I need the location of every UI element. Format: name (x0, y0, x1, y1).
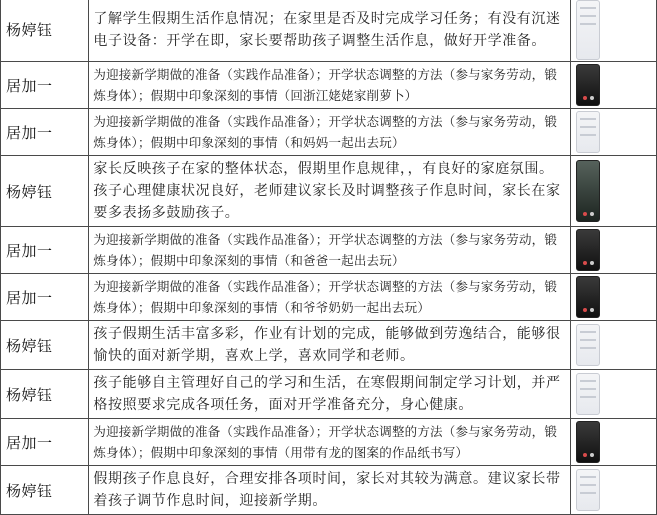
table-row (1, 370, 657, 419)
row-note-cell[interactable]: 孩子能够自主管理好自己的学习和生活，在寒假期间制定学习计划，并严格按照要求完成各项任务，面对开学准备充分，身心健康。 (89, 370, 570, 419)
phone-screenshot-thumbnail[interactable] (576, 0, 600, 60)
table-row (1, 0, 657, 62)
row-note-cell[interactable]: 假期孩子作息良好，合理安排各项时间，家长对其较为满意。建议家长带着孩子调节作息时间，迎接新学期。 (89, 466, 570, 515)
row-screenshot-cell[interactable] (576, 0, 656, 62)
row-screenshot-cell[interactable] (576, 156, 656, 227)
thumbnail-text-line (580, 126, 596, 128)
thumbnail-text-line (580, 492, 596, 494)
thumbnail-text-line (580, 118, 596, 120)
phone-screenshot-thumbnail[interactable] (576, 64, 600, 106)
thumbnail-text-line (580, 388, 596, 390)
row-name-cell[interactable]: 杨婷钰 (1, 0, 89, 62)
call-button-icon (590, 308, 594, 312)
row-note-cell[interactable]: 为迎接新学期做的准备（实践作品准备）；开学状态调整的方法（参与家务劳动，锻炼身体）；假期中印象深刻的事情（用带有龙的图案的作品纸书写） (89, 419, 570, 466)
row-note-cell[interactable]: 孩子假期生活丰富多彩，作业有计划的完成，能够做到劳逸结合，能够很愉快的面对新学期，喜欢上学，喜欢同学和老师。 (89, 321, 570, 370)
row-screenshot-cell[interactable] (576, 227, 656, 274)
phone-screenshot-thumbnail[interactable] (576, 111, 600, 153)
row-note-cell[interactable]: 为迎接新学期做的准备（实践作品准备）；开学状态调整的方法（参与家务劳动，锻炼身体）；假期中印象深刻的事情（和妈妈一起出去玩） (89, 109, 570, 156)
row-name-cell[interactable]: 居加一 (1, 109, 89, 156)
row-screenshot-cell[interactable] (576, 62, 656, 109)
call-button-icon (583, 453, 587, 457)
row-note-cell[interactable]: 为迎接新学期做的准备（实践作品准备）；开学状态调整的方法（参与家务劳动，锻炼身体）；假期中印象深刻的事情（和爸爸一起出去玩） (89, 227, 570, 274)
table-row (1, 227, 657, 274)
row-screenshot-cell[interactable] (576, 321, 656, 370)
table-row (1, 109, 657, 156)
thumbnail-text-line (580, 484, 596, 486)
phone-screenshot-thumbnail[interactable] (576, 469, 600, 511)
row-screenshot-cell[interactable] (576, 466, 656, 515)
phone-screenshot-thumbnail[interactable] (576, 229, 600, 271)
row-note-cell[interactable]: 为迎接新学期做的准备（实践作品准备）；开学状态调整的方法（参与家务劳动，锻炼身体）；假期中印象深刻的事情（和爷爷奶奶一起出去玩） (89, 274, 570, 321)
row-note-cell[interactable]: 家长反映孩子在家的整体状态，假期里作息规律，，有良好的家庭氛围。孩子心理健康状况良好，老师建议家长及时调整孩子作息时间，家长在家要多表扬多鼓励孩子。 (89, 156, 570, 227)
row-name-cell[interactable]: 居加一 (1, 62, 89, 109)
call-button-icon (583, 261, 587, 265)
row-name-cell[interactable]: 杨婷钰 (1, 321, 89, 370)
row-name-cell[interactable]: 居加一 (1, 274, 89, 321)
phone-screenshot-thumbnail[interactable] (576, 160, 600, 222)
row-screenshot-cell[interactable] (576, 370, 656, 419)
row-screenshot-cell[interactable] (576, 419, 656, 466)
call-button-icon (590, 261, 594, 265)
call-button-icon (583, 96, 587, 100)
call-button-icon (583, 212, 587, 216)
row-name-cell[interactable]: 杨婷钰 (1, 466, 89, 515)
phone-screenshot-thumbnail[interactable] (576, 421, 600, 463)
call-button-icon (583, 308, 587, 312)
thumbnail-text-line (580, 380, 596, 382)
thumbnail-text-line (580, 396, 596, 398)
row-screenshot-cell[interactable] (576, 274, 656, 321)
thumbnail-text-line (580, 339, 596, 341)
table-row (1, 156, 657, 227)
thumbnail-text-line (580, 347, 596, 349)
row-screenshot-cell[interactable] (576, 109, 656, 156)
table-row (1, 419, 657, 466)
call-button-icon (590, 212, 594, 216)
phone-screenshot-thumbnail[interactable] (576, 373, 600, 415)
row-name-cell[interactable]: 杨婷钰 (1, 156, 89, 227)
thumbnail-text-line (580, 23, 596, 25)
call-button-icon (590, 96, 594, 100)
thumbnail-text-line (580, 15, 596, 17)
thumbnail-text-line (580, 7, 596, 9)
call-button-icon (590, 453, 594, 457)
table-row (1, 274, 657, 321)
row-name-cell[interactable]: 居加一 (1, 227, 89, 274)
row-name-cell[interactable]: 居加一 (1, 419, 89, 466)
thumbnail-text-line (580, 476, 596, 478)
thumbnail-text-line (580, 134, 596, 136)
table-row (1, 321, 657, 370)
table-row (1, 62, 657, 109)
row-note-cell[interactable]: 为迎接新学期做的准备（实践作品准备）；开学状态调整的方法（参与家务劳动，锻炼身体）；假期中印象深刻的事情（回浙江姥姥家削萝卜） (89, 62, 570, 109)
row-name-cell[interactable]: 杨婷钰 (1, 370, 89, 419)
table-row (1, 466, 657, 515)
phone-screenshot-thumbnail[interactable] (576, 324, 600, 366)
row-note-cell[interactable]: 了解学生假期生活作息情况；在家里是否及时完成学习任务；有没有沉迷电子设备：开学在即，家长要帮助孩子调整生活作息，做好开学准备。 (89, 0, 570, 62)
thumbnail-text-line (580, 331, 596, 333)
phone-screenshot-thumbnail[interactable] (576, 276, 600, 318)
